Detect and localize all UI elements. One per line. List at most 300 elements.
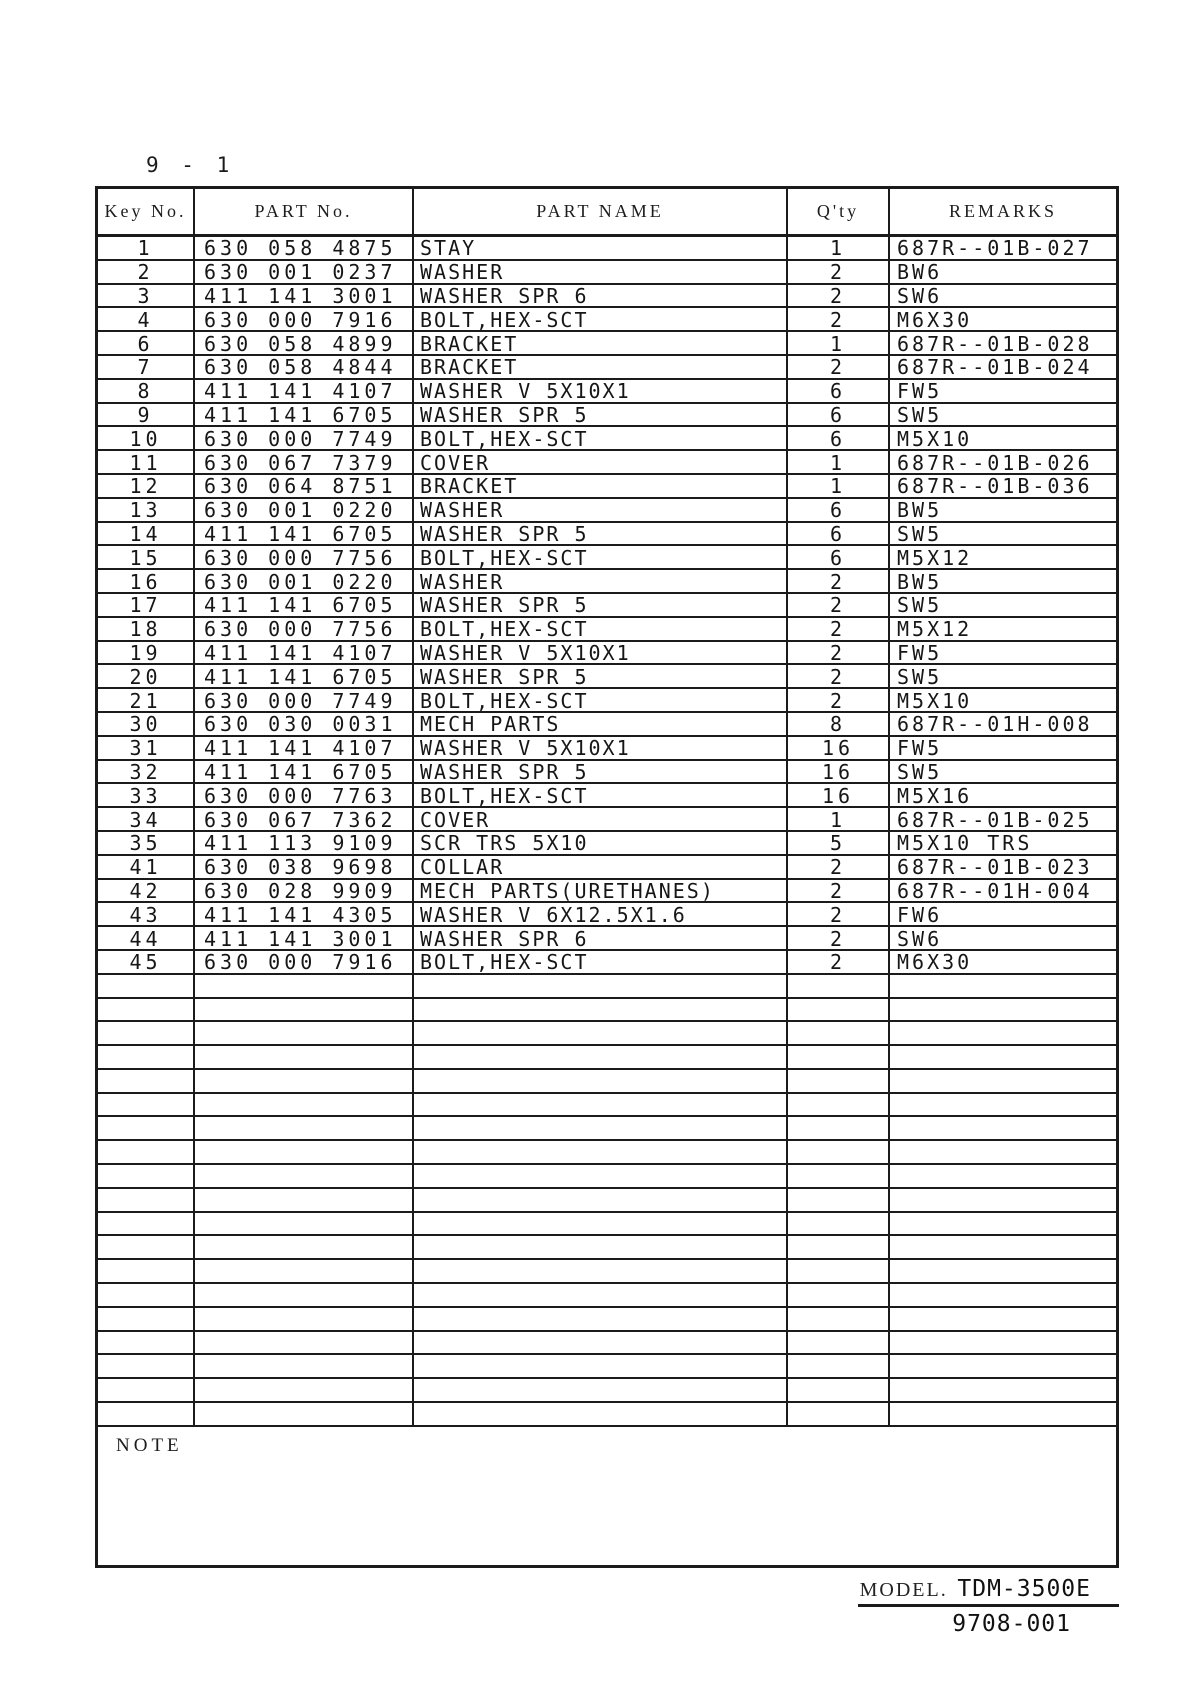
part-no-cell: 411 141 6705 <box>195 594 414 618</box>
key-no-cell: 3 <box>98 285 195 309</box>
part-name-cell: WASHER <box>414 261 788 285</box>
part-name-cell <box>414 1094 788 1118</box>
empty-table-row <box>98 1189 1116 1213</box>
part-name-cell: COVER <box>414 808 788 832</box>
remarks-cell <box>890 1308 1116 1332</box>
part-no-cell: 411 141 6705 <box>195 665 414 689</box>
part-name-cell: BOLT,HEX-SCT <box>414 784 788 808</box>
key-no-cell: 43 <box>98 903 195 927</box>
qty-cell <box>788 1213 890 1237</box>
table-row <box>98 808 1116 832</box>
remarks-cell: SW6 <box>890 927 1116 951</box>
part-no-cell: 411 141 4305 <box>195 903 414 927</box>
table-row <box>98 499 1116 523</box>
part-name-cell: BOLT,HEX-SCT <box>414 951 788 975</box>
table-row <box>98 475 1116 499</box>
remarks-cell: 687R--01B-025 <box>890 808 1116 832</box>
table-row <box>98 570 1116 594</box>
qty-cell: 2 <box>788 261 890 285</box>
table-row <box>98 356 1116 380</box>
remarks-cell <box>890 1189 1116 1213</box>
part-no-cell <box>195 975 414 999</box>
remarks-cell <box>890 1094 1116 1118</box>
table-row <box>98 856 1116 880</box>
part-name-cell: BOLT,HEX-SCT <box>414 308 788 332</box>
remarks-cell: 687R--01B-023 <box>890 856 1116 880</box>
qty-cell <box>788 1094 890 1118</box>
remarks-cell <box>890 1403 1116 1427</box>
part-no-cell <box>195 1165 414 1189</box>
table-row <box>98 427 1116 451</box>
key-no-cell <box>98 1117 195 1141</box>
qty-cell: 1 <box>788 475 890 499</box>
part-name-cell: BOLT,HEX-SCT <box>414 546 788 570</box>
part-name-cell: WASHER V 5X10X1 <box>414 737 788 761</box>
remarks-cell <box>890 1070 1116 1094</box>
empty-table-row <box>98 1117 1116 1141</box>
key-no-cell: 17 <box>98 594 195 618</box>
qty-cell: 2 <box>788 856 890 880</box>
qty-cell <box>788 999 890 1023</box>
part-name-cell <box>414 1308 788 1332</box>
part-no-cell: 630 000 7916 <box>195 308 414 332</box>
qty-cell <box>788 1070 890 1094</box>
key-no-cell: 33 <box>98 784 195 808</box>
part-name-cell: STAY <box>414 237 788 261</box>
part-no-cell: 630 000 7756 <box>195 546 414 570</box>
key-no-cell: 4 <box>98 308 195 332</box>
remarks-cell: SW5 <box>890 594 1116 618</box>
key-no-cell: 19 <box>98 642 195 666</box>
remarks-cell: FW5 <box>890 380 1116 404</box>
column-header-qty: Q'ty <box>788 189 890 237</box>
qty-cell: 8 <box>788 713 890 737</box>
column-header-key-no: Key No. <box>98 189 195 237</box>
key-no-cell <box>98 1046 195 1070</box>
table-row <box>98 237 1116 261</box>
table-row <box>98 689 1116 713</box>
part-no-cell <box>195 1308 414 1332</box>
qty-cell: 2 <box>788 356 890 380</box>
key-no-cell <box>98 1094 195 1118</box>
key-no-cell: 11 <box>98 451 195 475</box>
empty-table-row <box>98 1403 1116 1427</box>
part-no-cell: 630 000 7749 <box>195 689 414 713</box>
qty-cell <box>788 975 890 999</box>
remarks-cell: 687R--01H-008 <box>890 713 1116 737</box>
qty-cell <box>788 1284 890 1308</box>
part-name-cell <box>414 1379 788 1403</box>
key-no-cell: 7 <box>98 356 195 380</box>
empty-table-row <box>98 1213 1116 1237</box>
part-no-cell: 630 001 0220 <box>195 499 414 523</box>
column-header-part-no: PART No. <box>195 189 414 237</box>
part-name-cell <box>414 1355 788 1379</box>
key-no-cell: 16 <box>98 570 195 594</box>
qty-cell <box>788 1379 890 1403</box>
qty-cell: 5 <box>788 832 890 856</box>
table-row <box>98 618 1116 642</box>
table-row <box>98 761 1116 785</box>
remarks-cell: 687R--01H-004 <box>890 880 1116 904</box>
key-no-cell: 42 <box>98 880 195 904</box>
part-no-cell: 630 001 0220 <box>195 570 414 594</box>
table-row <box>98 903 1116 927</box>
part-name-cell <box>414 1070 788 1094</box>
key-no-cell <box>98 1308 195 1332</box>
qty-cell <box>788 1355 890 1379</box>
qty-cell: 2 <box>788 308 890 332</box>
part-no-cell <box>195 1022 414 1046</box>
key-no-cell: 41 <box>98 856 195 880</box>
key-no-cell: 14 <box>98 523 195 547</box>
key-no-cell <box>98 1141 195 1165</box>
key-no-cell <box>98 1189 195 1213</box>
part-name-cell: BRACKET <box>414 356 788 380</box>
part-name-cell: WASHER SPR 5 <box>414 404 788 428</box>
remarks-cell: SW5 <box>890 523 1116 547</box>
part-no-cell: 630 067 7362 <box>195 808 414 832</box>
table-row <box>98 261 1116 285</box>
remarks-cell <box>890 1332 1116 1356</box>
remarks-cell <box>890 1165 1116 1189</box>
table-row <box>98 737 1116 761</box>
part-name-cell: BRACKET <box>414 332 788 356</box>
part-no-cell: 411 141 6705 <box>195 761 414 785</box>
column-header-part-name: PART NAME <box>414 189 788 237</box>
part-no-cell: 411 141 3001 <box>195 285 414 309</box>
part-no-cell: 411 141 6705 <box>195 523 414 547</box>
part-name-cell: WASHER SPR 5 <box>414 594 788 618</box>
table-row <box>98 546 1116 570</box>
part-name-cell <box>414 1189 788 1213</box>
remarks-cell <box>890 1141 1116 1165</box>
qty-cell <box>788 1403 890 1427</box>
part-no-cell: 630 000 7763 <box>195 784 414 808</box>
part-name-cell <box>414 1165 788 1189</box>
empty-table-row <box>98 975 1116 999</box>
key-no-cell: 21 <box>98 689 195 713</box>
part-name-cell: COVER <box>414 451 788 475</box>
table-row <box>98 594 1116 618</box>
key-no-cell: 35 <box>98 832 195 856</box>
part-name-cell: MECH PARTS(URETHANES) <box>414 880 788 904</box>
qty-cell: 6 <box>788 380 890 404</box>
key-no-cell: 30 <box>98 713 195 737</box>
qty-cell: 6 <box>788 499 890 523</box>
remarks-cell: M5X10 TRS <box>890 832 1116 856</box>
part-name-cell <box>414 1236 788 1260</box>
part-no-cell <box>195 1236 414 1260</box>
key-no-cell <box>98 1403 195 1427</box>
remarks-cell <box>890 1046 1116 1070</box>
part-no-cell: 630 030 0031 <box>195 713 414 737</box>
part-no-cell <box>195 1332 414 1356</box>
part-no-cell: 411 141 4107 <box>195 737 414 761</box>
empty-table-row <box>98 1046 1116 1070</box>
key-no-cell <box>98 1236 195 1260</box>
note-label: NOTE <box>116 1434 183 1456</box>
qty-cell: 1 <box>788 237 890 261</box>
part-no-cell: 411 141 6705 <box>195 404 414 428</box>
qty-cell <box>788 1141 890 1165</box>
remarks-cell: M5X10 <box>890 689 1116 713</box>
part-no-cell: 411 141 4107 <box>195 642 414 666</box>
part-name-cell: WASHER SPR 6 <box>414 927 788 951</box>
empty-table-row <box>98 1070 1116 1094</box>
part-name-cell: BOLT,HEX-SCT <box>414 427 788 451</box>
remarks-cell <box>890 1213 1116 1237</box>
qty-cell: 2 <box>788 642 890 666</box>
table-row <box>98 523 1116 547</box>
table-row <box>98 308 1116 332</box>
qty-cell <box>788 1022 890 1046</box>
part-name-cell: WASHER V 5X10X1 <box>414 642 788 666</box>
qty-cell <box>788 1189 890 1213</box>
part-no-cell <box>195 999 414 1023</box>
qty-cell: 2 <box>788 689 890 713</box>
key-no-cell: 12 <box>98 475 195 499</box>
qty-cell: 6 <box>788 523 890 547</box>
remarks-cell <box>890 1379 1116 1403</box>
remarks-cell: M6X30 <box>890 951 1116 975</box>
part-name-cell <box>414 1022 788 1046</box>
part-no-cell <box>195 1284 414 1308</box>
qty-cell <box>788 1165 890 1189</box>
part-name-cell <box>414 999 788 1023</box>
table-row <box>98 451 1116 475</box>
qty-cell: 6 <box>788 427 890 451</box>
remarks-cell: M5X12 <box>890 546 1116 570</box>
key-no-cell <box>98 1070 195 1094</box>
empty-table-row <box>98 1379 1116 1403</box>
empty-table-row <box>98 1332 1116 1356</box>
key-no-cell <box>98 1213 195 1237</box>
key-no-cell <box>98 1260 195 1284</box>
qty-cell: 2 <box>788 594 890 618</box>
part-no-cell: 630 058 4844 <box>195 356 414 380</box>
key-no-cell: 44 <box>98 927 195 951</box>
part-name-cell: BOLT,HEX-SCT <box>414 618 788 642</box>
remarks-cell: SW5 <box>890 761 1116 785</box>
qty-cell: 2 <box>788 880 890 904</box>
part-no-cell: 630 001 0237 <box>195 261 414 285</box>
part-no-cell: 411 141 3001 <box>195 927 414 951</box>
empty-table-row <box>98 1022 1116 1046</box>
key-no-cell: 8 <box>98 380 195 404</box>
part-name-cell: WASHER <box>414 570 788 594</box>
remarks-cell: 687R--01B-028 <box>890 332 1116 356</box>
table-row <box>98 380 1116 404</box>
empty-table-row <box>98 1355 1116 1379</box>
qty-cell: 2 <box>788 570 890 594</box>
part-name-cell: WASHER V 5X10X1 <box>414 380 788 404</box>
part-name-cell: WASHER SPR 6 <box>414 285 788 309</box>
remarks-cell <box>890 999 1116 1023</box>
part-name-cell <box>414 975 788 999</box>
part-no-cell <box>195 1260 414 1284</box>
table-row <box>98 927 1116 951</box>
part-name-cell: WASHER <box>414 499 788 523</box>
part-name-cell <box>414 1403 788 1427</box>
key-no-cell: 32 <box>98 761 195 785</box>
key-no-cell <box>98 975 195 999</box>
qty-cell <box>788 1117 890 1141</box>
part-no-cell <box>195 1213 414 1237</box>
part-no-cell <box>195 1094 414 1118</box>
remarks-cell: SW5 <box>890 404 1116 428</box>
remarks-cell <box>890 1260 1116 1284</box>
table-row <box>98 880 1116 904</box>
parts-table <box>95 186 1119 1568</box>
doc-number: 9708-001 <box>952 1611 1071 1637</box>
page-number: 9 - 1 <box>146 153 235 177</box>
remarks-cell: BW5 <box>890 499 1116 523</box>
remarks-cell <box>890 1236 1116 1260</box>
qty-cell: 1 <box>788 332 890 356</box>
model-line <box>858 1576 1119 1607</box>
remarks-cell <box>890 975 1116 999</box>
table-row <box>98 642 1116 666</box>
empty-table-row <box>98 1165 1116 1189</box>
key-no-cell: 31 <box>98 737 195 761</box>
part-name-cell <box>414 1141 788 1165</box>
part-no-cell: 630 028 9909 <box>195 880 414 904</box>
key-no-cell <box>98 1284 195 1308</box>
key-no-cell <box>98 1332 195 1356</box>
key-no-cell <box>98 1022 195 1046</box>
qty-cell: 1 <box>788 808 890 832</box>
part-name-cell: BOLT,HEX-SCT <box>414 689 788 713</box>
part-name-cell: WASHER SPR 5 <box>414 761 788 785</box>
remarks-cell: 687R--01B-036 <box>890 475 1116 499</box>
note-section <box>98 1427 1116 1565</box>
remarks-cell: 687R--01B-026 <box>890 451 1116 475</box>
key-no-cell <box>98 999 195 1023</box>
qty-cell: 2 <box>788 903 890 927</box>
key-no-cell: 13 <box>98 499 195 523</box>
qty-cell: 16 <box>788 761 890 785</box>
part-name-cell <box>414 1046 788 1070</box>
qty-cell: 2 <box>788 927 890 951</box>
empty-table-row <box>98 1284 1116 1308</box>
remarks-cell: M5X10 <box>890 427 1116 451</box>
part-no-cell <box>195 1141 414 1165</box>
model-value: TDM-3500E <box>957 1576 1091 1602</box>
qty-cell: 6 <box>788 404 890 428</box>
key-no-cell: 45 <box>98 951 195 975</box>
table-row <box>98 665 1116 689</box>
remarks-cell: 687R--01B-027 <box>890 237 1116 261</box>
key-no-cell: 6 <box>98 332 195 356</box>
part-name-cell: WASHER SPR 5 <box>414 665 788 689</box>
part-no-cell <box>195 1403 414 1427</box>
key-no-cell: 20 <box>98 665 195 689</box>
key-no-cell <box>98 1355 195 1379</box>
qty-cell <box>788 1046 890 1070</box>
part-name-cell <box>414 1284 788 1308</box>
part-name-cell: WASHER SPR 5 <box>414 523 788 547</box>
part-name-cell <box>414 1213 788 1237</box>
part-no-cell <box>195 1379 414 1403</box>
part-no-cell: 630 058 4875 <box>195 237 414 261</box>
part-name-cell: WASHER V 6X12.5X1.6 <box>414 903 788 927</box>
key-no-cell: 15 <box>98 546 195 570</box>
remarks-cell: SW6 <box>890 285 1116 309</box>
key-no-cell: 34 <box>98 808 195 832</box>
remarks-cell: FW5 <box>890 642 1116 666</box>
part-name-cell <box>414 1117 788 1141</box>
qty-cell: 2 <box>788 951 890 975</box>
remarks-cell: BW5 <box>890 570 1116 594</box>
part-no-cell <box>195 1046 414 1070</box>
part-no-cell <box>195 1070 414 1094</box>
part-no-cell: 630 038 9698 <box>195 856 414 880</box>
remarks-cell <box>890 1022 1116 1046</box>
key-no-cell <box>98 1379 195 1403</box>
part-no-cell: 630 000 7916 <box>195 951 414 975</box>
qty-cell <box>788 1260 890 1284</box>
remarks-cell: FW6 <box>890 903 1116 927</box>
part-no-cell: 630 058 4899 <box>195 332 414 356</box>
remarks-cell: M5X12 <box>890 618 1116 642</box>
empty-table-row <box>98 1260 1116 1284</box>
footer <box>858 1576 1119 1637</box>
remarks-cell: 687R--01B-024 <box>890 356 1116 380</box>
empty-table-row <box>98 1094 1116 1118</box>
key-no-cell: 2 <box>98 261 195 285</box>
qty-cell: 6 <box>788 546 890 570</box>
qty-cell <box>788 1236 890 1260</box>
part-no-cell: 630 064 8751 <box>195 475 414 499</box>
qty-cell <box>788 1308 890 1332</box>
empty-table-row <box>98 1141 1116 1165</box>
qty-cell: 2 <box>788 618 890 642</box>
part-no-cell: 411 113 9109 <box>195 832 414 856</box>
remarks-cell: M5X16 <box>890 784 1116 808</box>
qty-cell: 16 <box>788 737 890 761</box>
table-row <box>98 713 1116 737</box>
remarks-cell <box>890 1355 1116 1379</box>
qty-cell: 2 <box>788 665 890 689</box>
part-name-cell <box>414 1332 788 1356</box>
table-header-row <box>98 189 1116 237</box>
part-no-cell: 411 141 4107 <box>195 380 414 404</box>
remarks-cell: FW5 <box>890 737 1116 761</box>
qty-cell: 16 <box>788 784 890 808</box>
remarks-cell: SW5 <box>890 665 1116 689</box>
part-no-cell: 630 000 7756 <box>195 618 414 642</box>
part-no-cell <box>195 1117 414 1141</box>
column-header-remarks: REMARKS <box>890 189 1116 237</box>
empty-table-row <box>98 1236 1116 1260</box>
empty-table-row <box>98 999 1116 1023</box>
qty-cell <box>788 1332 890 1356</box>
table-rows <box>98 237 1116 1427</box>
key-no-cell: 1 <box>98 237 195 261</box>
remarks-cell <box>890 1284 1116 1308</box>
part-no-cell <box>195 1189 414 1213</box>
key-no-cell: 18 <box>98 618 195 642</box>
table-row <box>98 951 1116 975</box>
part-name-cell: SCR TRS 5X10 <box>414 832 788 856</box>
qty-cell: 2 <box>788 285 890 309</box>
table-row <box>98 285 1116 309</box>
remarks-cell: BW6 <box>890 261 1116 285</box>
empty-table-row <box>98 1308 1116 1332</box>
qty-cell: 1 <box>788 451 890 475</box>
table-row <box>98 832 1116 856</box>
